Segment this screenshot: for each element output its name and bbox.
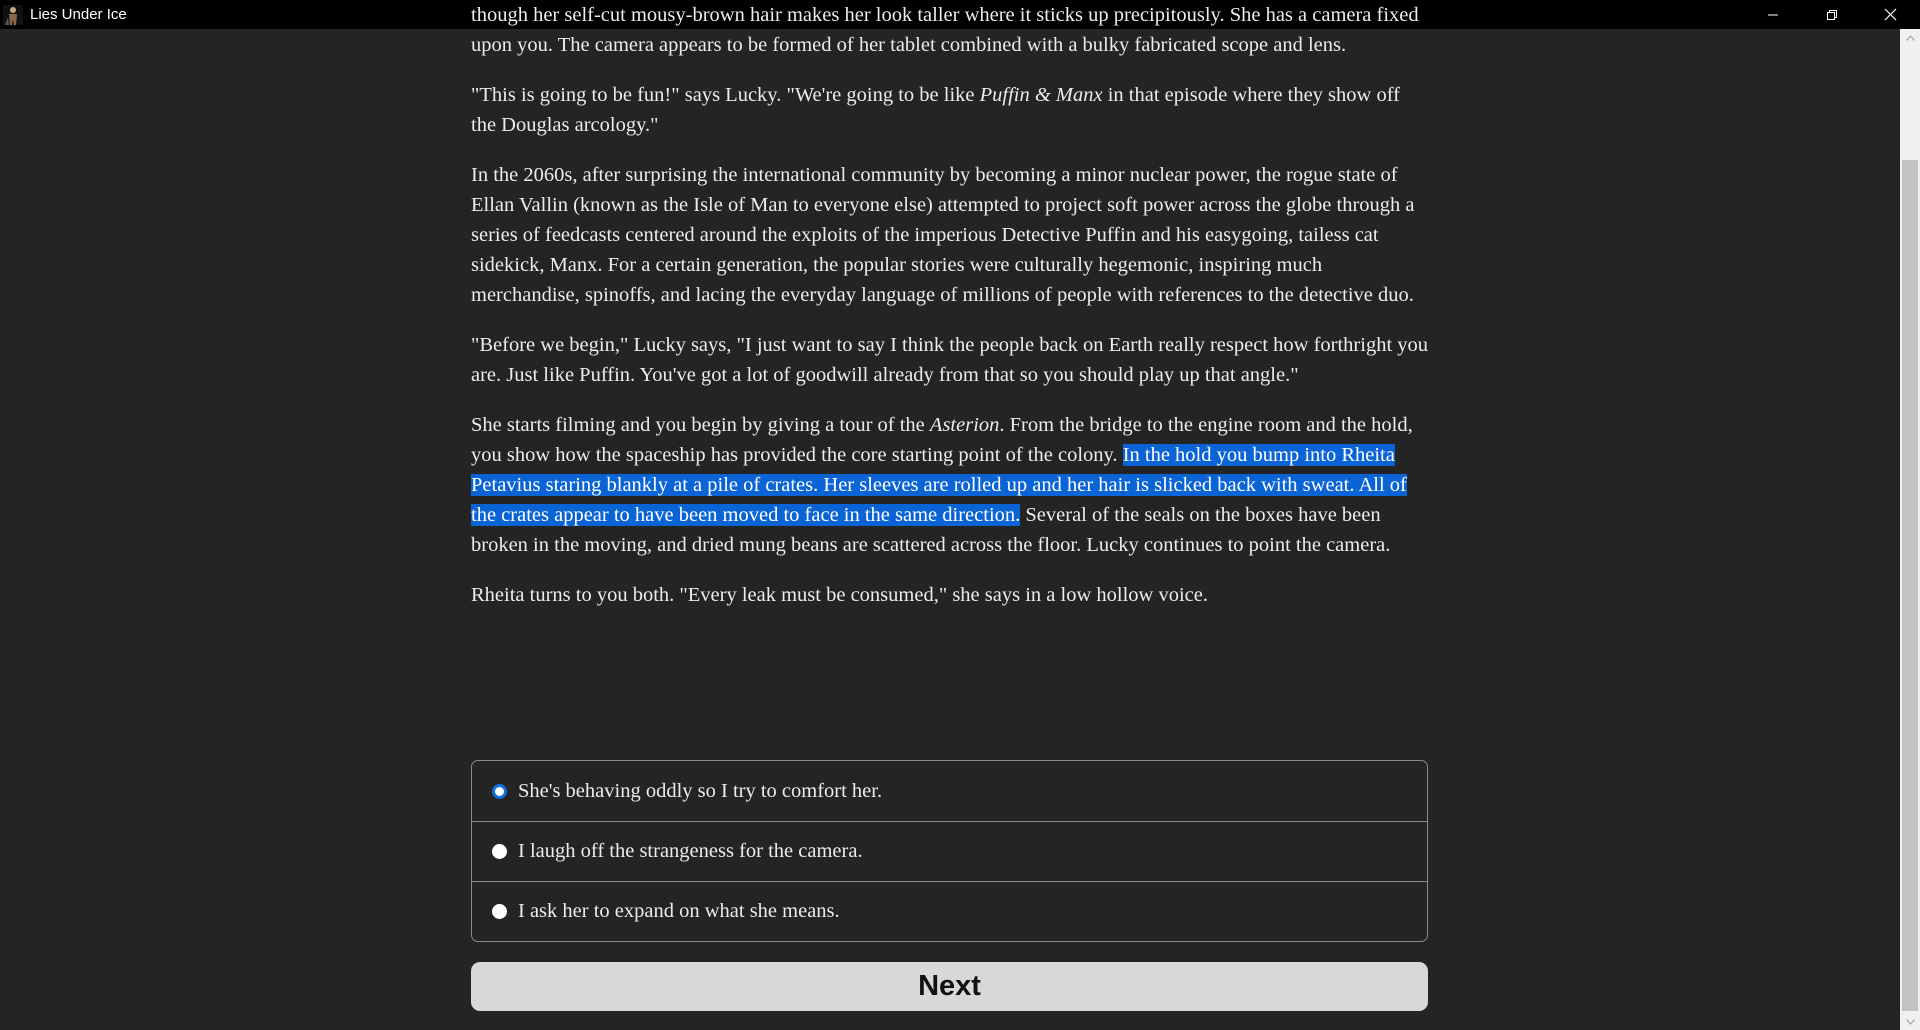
minimize-icon — [1767, 9, 1779, 21]
next-button[interactable]: Next — [471, 962, 1428, 1011]
story-paragraph: In the 2060s, after surprising the international community by becoming a minor nuclear power, the rogue state of Ellan Vallin (known as the Isle of Man to everyone else) attempted to project soft power across the globe through a series of feedcasts centered around the exploits of the imperious Detective Puffin and his easygoing, tailess cat sidekick, Manx. For a certain generation, the popular stories were culturally hegemonic, inspiring much merchandise, spinoffs, and lacing the everyday language of millions of people with references to the detective duo. — [471, 164, 1415, 306]
minimize-button[interactable] — [1743, 0, 1802, 29]
paragraph-text: . From the bridge to the engine room and the hold, you show how the spaceship has provided the core starting point of the colony. — [471, 414, 1413, 466]
scroll-down-button[interactable] — [1900, 1013, 1920, 1030]
caret-down-icon — [1906, 1019, 1915, 1025]
window-title: Lies Under Ice — [30, 6, 127, 23]
restore-button[interactable] — [1802, 0, 1861, 29]
close-button[interactable] — [1861, 0, 1920, 29]
choice-option-expand[interactable] — [472, 881, 1427, 941]
story-paragraph: "Before we begin," Lucky says, "I just want to say I think the people back on Earth really respect how forthright you are. Just like Puffin. You've got a lot of goodwill already from that so you should play up that angle." — [471, 334, 1429, 386]
scrollbar-thumb[interactable] — [1902, 160, 1918, 1011]
radio-button-selected[interactable] — [492, 784, 507, 799]
close-icon — [1884, 8, 1897, 21]
vertical-scrollbar[interactable] — [1900, 29, 1920, 1030]
choice-list — [471, 760, 1428, 942]
paragraph-text: Several of the seals on the boxes have been broken in the moving, and dried mung beans are scattered across the floor. Lucky continues to point the camera. — [471, 504, 1391, 556]
story-paragraph: Rheita turns to you both. "Every leak must be consumed," she says in a low hollow voice. — [471, 584, 1208, 606]
scroll-up-button[interactable] — [1900, 29, 1920, 46]
story-text — [471, 0, 1429, 630]
story-paragraph — [471, 410, 1429, 560]
restore-icon — [1826, 9, 1838, 21]
story-paragraph: though her self-cut mousy-brown hair makes her look taller where it sticks up precipitously. She has a camera fixed upon you. The camera appears to be formed of her tablet combined with a bulky fabricated scope and lens. — [471, 4, 1419, 56]
selected-text[interactable]: In the hold you bump into Rheita Petavius staring blankly at a pile of crates. Her sleeves are rolled up and her hair is slicked back with sweat. All of the crates appear to have been moved to face in the same direction. — [471, 444, 1407, 526]
choice-label: She's behaving oddly so I try to comfort her. — [518, 779, 883, 802]
paragraph-text: "This is going to be fun!" says Lucky. "We're going to be like — [471, 84, 980, 106]
story-paragraph — [471, 80, 1429, 140]
radio-button[interactable] — [492, 844, 507, 859]
show-title: Puffin & Manx — [979, 84, 1103, 106]
ship-name: Asterion — [929, 414, 1000, 436]
paragraph-text: in that episode where they show off the Douglas arcology." — [471, 84, 1400, 136]
paragraph-text: She starts filming and you begin by giving a tour of the — [471, 414, 930, 436]
choice-label: I ask her to expand on what she means. — [518, 900, 840, 922]
choice-option-laugh[interactable] — [472, 821, 1427, 881]
app-figure-icon — [3, 5, 23, 25]
choice-label: I laugh off the strangeness for the camera. — [518, 840, 863, 862]
choice-option-comfort[interactable] — [472, 761, 1427, 821]
radio-button[interactable] — [492, 904, 507, 919]
caret-up-icon — [1906, 35, 1915, 41]
